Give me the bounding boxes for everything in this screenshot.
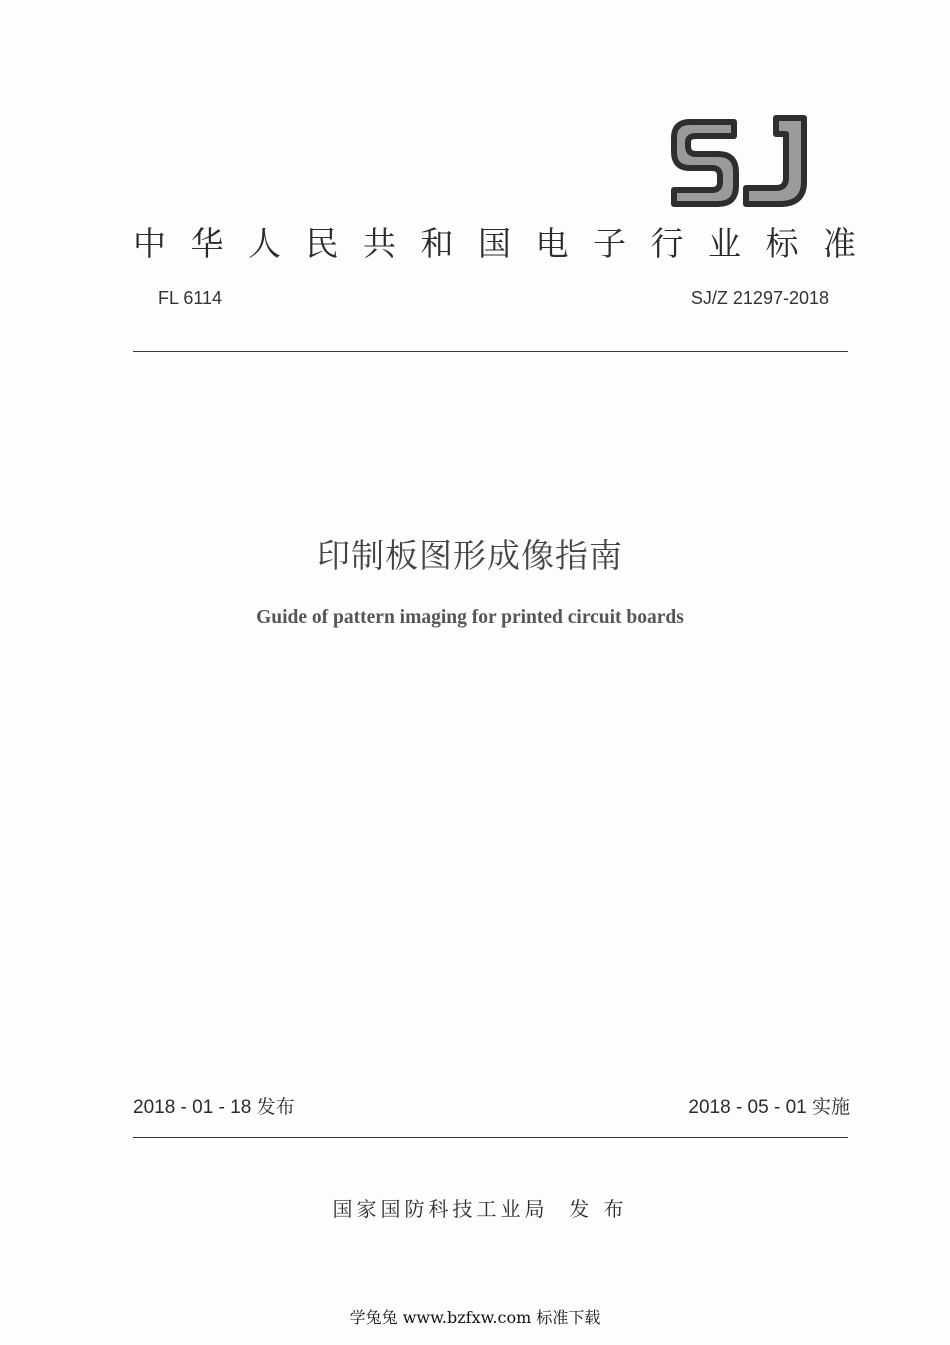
standard-number: SJ/Z 21297-2018 <box>690 288 829 308</box>
implementation-date: 2018 - 05 - 01 实施 <box>688 1097 850 1118</box>
standard-title: 中华人民共和国电子行业标准 <box>133 224 881 263</box>
document-title-chinese: 印制板图形成像指南 <box>317 536 623 575</box>
sj-logo <box>668 112 810 210</box>
issue-date: 2018 - 01 - 18 发布 <box>133 1097 295 1118</box>
top-divider <box>133 351 848 352</box>
bottom-divider <box>133 1137 848 1138</box>
publisher: 国家国防科技工业局 发 布 <box>332 1197 628 1221</box>
classification-code: FL 6114 <box>158 288 223 308</box>
document-title-english: Guide of pattern imaging for printed circuit boards <box>256 607 684 628</box>
footer-watermark: 学兔兔 www.bzfxw.com 标准下载 <box>349 1308 601 1327</box>
